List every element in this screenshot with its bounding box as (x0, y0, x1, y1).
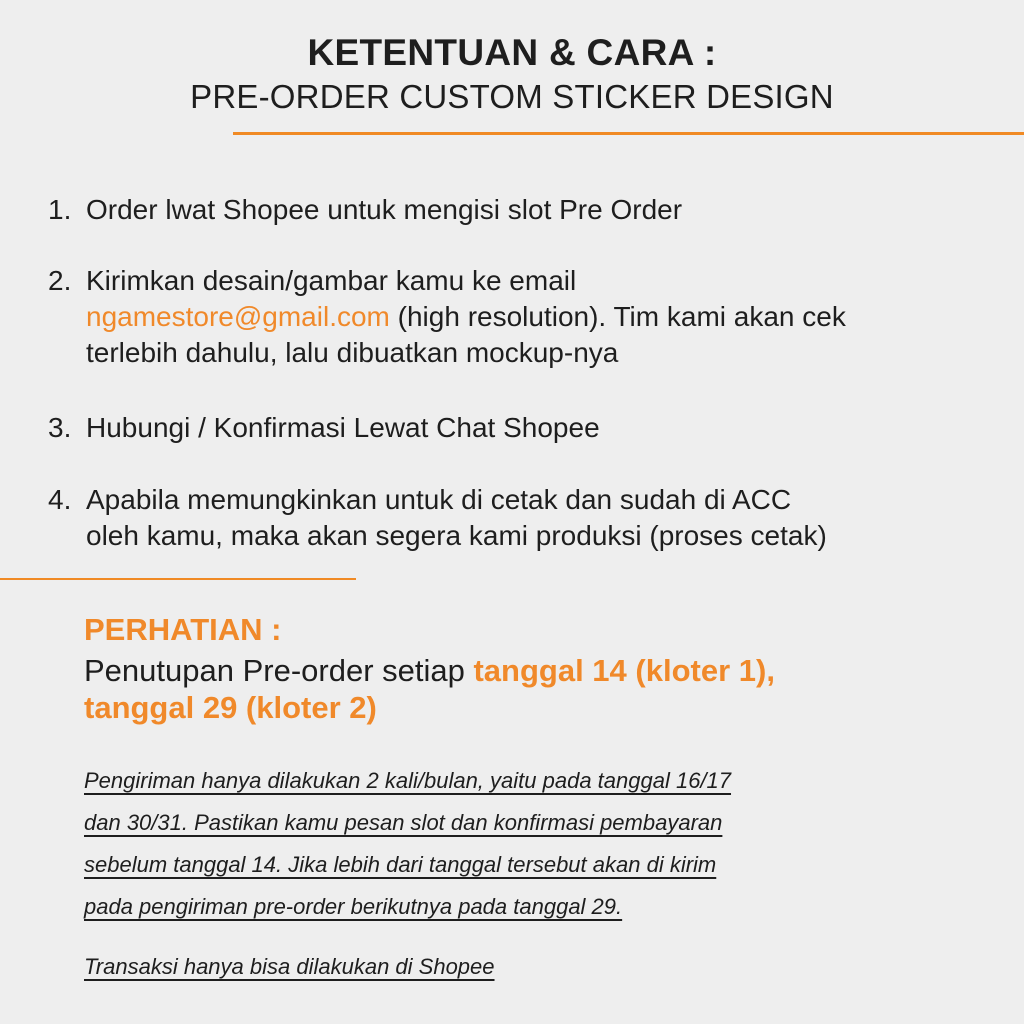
shipping-note-line: sebelum tanggal 14. Jika lebih dari tanggal tersebut akan di kirim (84, 852, 717, 877)
step-number: 4. (48, 484, 72, 515)
transaction-note-text: Transaksi hanya bisa dilakukan di Shopee (84, 954, 495, 979)
transaction-note (84, 946, 984, 988)
step-text-line: Apabila memungkinkan untuk di cetak dan sudah di ACC (86, 484, 792, 515)
step-text-line: Kirimkan desain/gambar kamu ke email (86, 265, 577, 296)
shipping-note-line: dan 30/31. Pastikan kamu pesan slot dan konfirmasi pembayaran (84, 810, 723, 835)
step-text-line: oleh kamu, maka akan segera kami produksi (proses cetak) (86, 520, 827, 551)
section-divider (0, 578, 356, 580)
step-text: Order lwat Shopee untuk mengisi slot Pre Order (86, 194, 683, 225)
step-number: 2. (48, 265, 72, 296)
step-3 (48, 410, 1008, 446)
shipping-note-line: pada pengiriman pre-order berikutnya pada tanggal 29. (84, 894, 623, 919)
page-title: KETENTUAN & CARA : (307, 32, 717, 73)
step-text-line: terlebih dahulu, lalu dibuatkan mockup-nya (86, 337, 619, 368)
notice-highlight-date-29: tanggal 29 (kloter 2) (84, 690, 377, 725)
notice-highlight-date-14: tanggal 14 (kloter 1), (473, 653, 775, 688)
step-number: 1. (48, 194, 72, 225)
shipping-note-line: Pengiriman hanya dilakukan 2 kali/bulan, yaitu pada tanggal 16/17 (84, 768, 732, 793)
step-4 (48, 482, 1008, 554)
step-text: Hubungi / Konfirmasi Lewat Chat Shopee (86, 412, 600, 443)
step-number: 3. (48, 412, 72, 443)
header-divider (233, 132, 1024, 135)
step-1 (48, 192, 1008, 228)
notice-body (84, 652, 984, 726)
page-subtitle: PRE-ORDER CUSTOM STICKER DESIGN (190, 78, 834, 115)
shipping-note (84, 760, 984, 928)
email-link[interactable]: ngamestore@gmail.com (86, 301, 390, 332)
step-2 (48, 263, 1008, 371)
notice-heading: PERHATIAN : (84, 612, 282, 647)
notice-lead: Penutupan Pre-order setiap (84, 653, 474, 688)
step-text-line: (high resolution). Tim kami akan cek (389, 301, 846, 332)
